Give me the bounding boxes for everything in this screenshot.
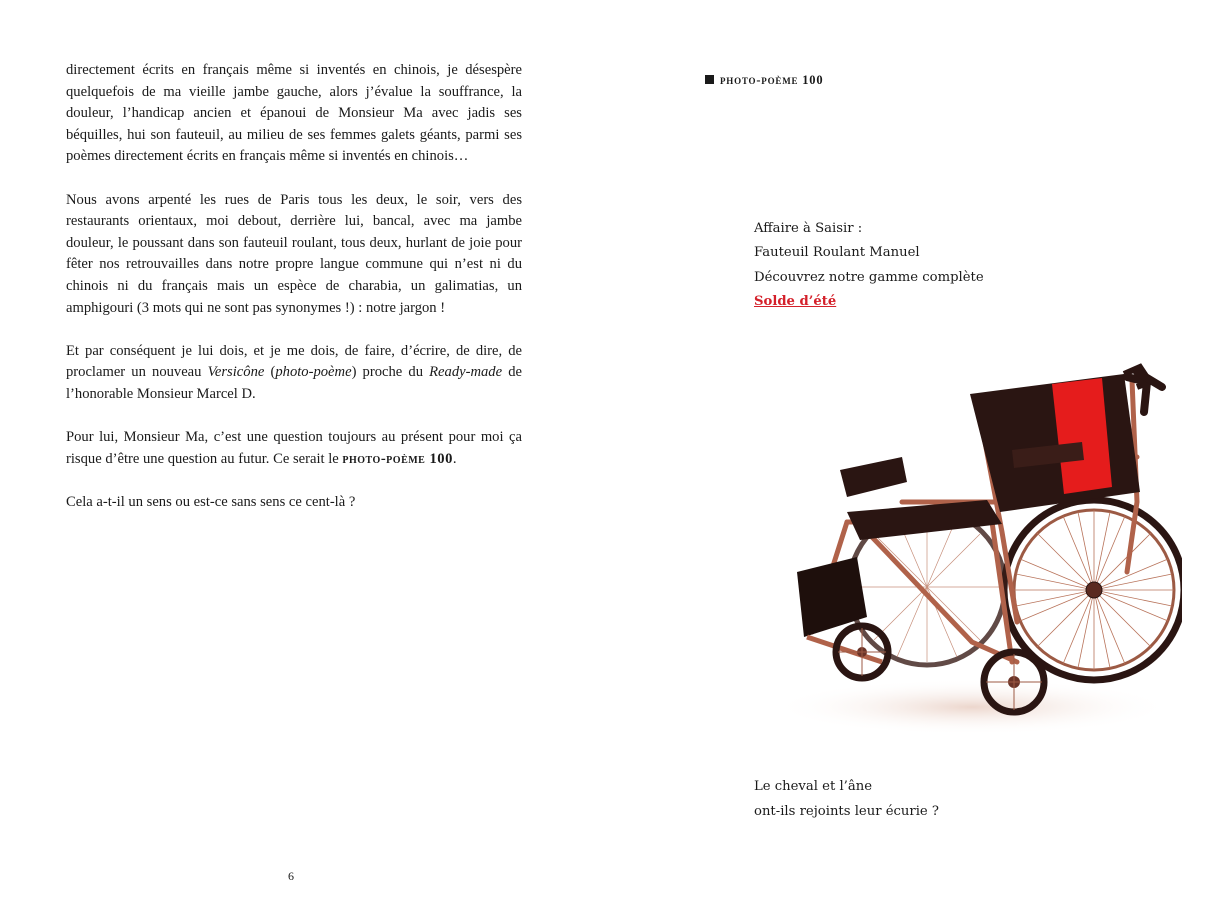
page-number: 6 xyxy=(288,869,294,883)
section-header-label: photo-poème 100 xyxy=(720,73,824,87)
paragraph-5: Cela a-t-il un sens ou est-ce sans sens ce cent-là ? xyxy=(66,493,356,510)
seat xyxy=(847,500,1002,540)
para3-text-1: Et par conséquent je lui dois, et je me dois, de faire, d’écrire, de dire, de proclamer un nouveau xyxy=(66,342,522,381)
armrest xyxy=(840,457,907,497)
wheelchair-photo xyxy=(752,362,1182,742)
ad-line: Affaire à Saisir : xyxy=(754,221,863,236)
para3-italic-ready-made: Ready-made xyxy=(429,364,503,381)
section-header xyxy=(705,73,823,88)
para3-italic-versicone: Versicône xyxy=(207,364,265,381)
black-square-icon xyxy=(705,75,714,84)
paragraph-3 xyxy=(66,341,522,406)
left-page-text xyxy=(66,60,522,535)
question-line: ont-ils rejoints leur écurie ? xyxy=(754,804,939,819)
paragraph-2: Nous avons arpenté les rues de Paris tous les deux, le soir, vers des restaurants orientaux, moi debout, derrière lui, bancal, avec ma jambe douleur, le poussant dans son fauteuil roulant, tous deux, hurlant de joie pour fêter nos retrouvailles dans notre propre langue commune qui n’est ni du chinois ni du français mais un espèce de charabia, un galimatias, un amphigouri (3 mots qui ne sont pas synonymes !) : notre jargon ! xyxy=(66,191,522,316)
para4-text-1: Pour lui, Monsieur Ma, c’est une question toujours au présent pour moi ça risque d’être une question au futur. Ce serait le xyxy=(66,429,522,467)
sale-link[interactable]: Solde d’été xyxy=(754,294,837,310)
para3-text-2: ( xyxy=(264,364,276,381)
ad-line: Découvrez notre gamme complète xyxy=(754,269,984,285)
advertisement-block xyxy=(754,217,984,315)
question-line: Le cheval et l’âne xyxy=(754,779,873,794)
ad-line: Fauteuil Roulant Manuel xyxy=(754,245,920,261)
closing-question xyxy=(754,774,939,824)
backrest xyxy=(970,367,1150,512)
para3-text-3: ) proche du xyxy=(351,364,430,381)
para3-italic-photo-poeme: photo-poème xyxy=(275,364,352,381)
para4-small-caps: photo-poème 100 xyxy=(342,450,453,467)
paragraph-4 xyxy=(66,427,522,470)
para4-text-2: . xyxy=(452,450,457,467)
paragraph-1: directement écrits en français même si inventés en chinois, je désespère quelquefois de ma vieille jambe gauche, alors j’évalue la souffrance, la douleur, l’handicap ancien et épanoui de Monsieur Ma avec jadis ses béquilles, hui son fauteuil, au milieu de ses femmes galets géants, parmi ses poèmes directement écrits en français même si inventés en chinois… xyxy=(66,62,522,165)
para3-text-4: de l’honorable Monsieur Marcel D. xyxy=(66,364,522,402)
